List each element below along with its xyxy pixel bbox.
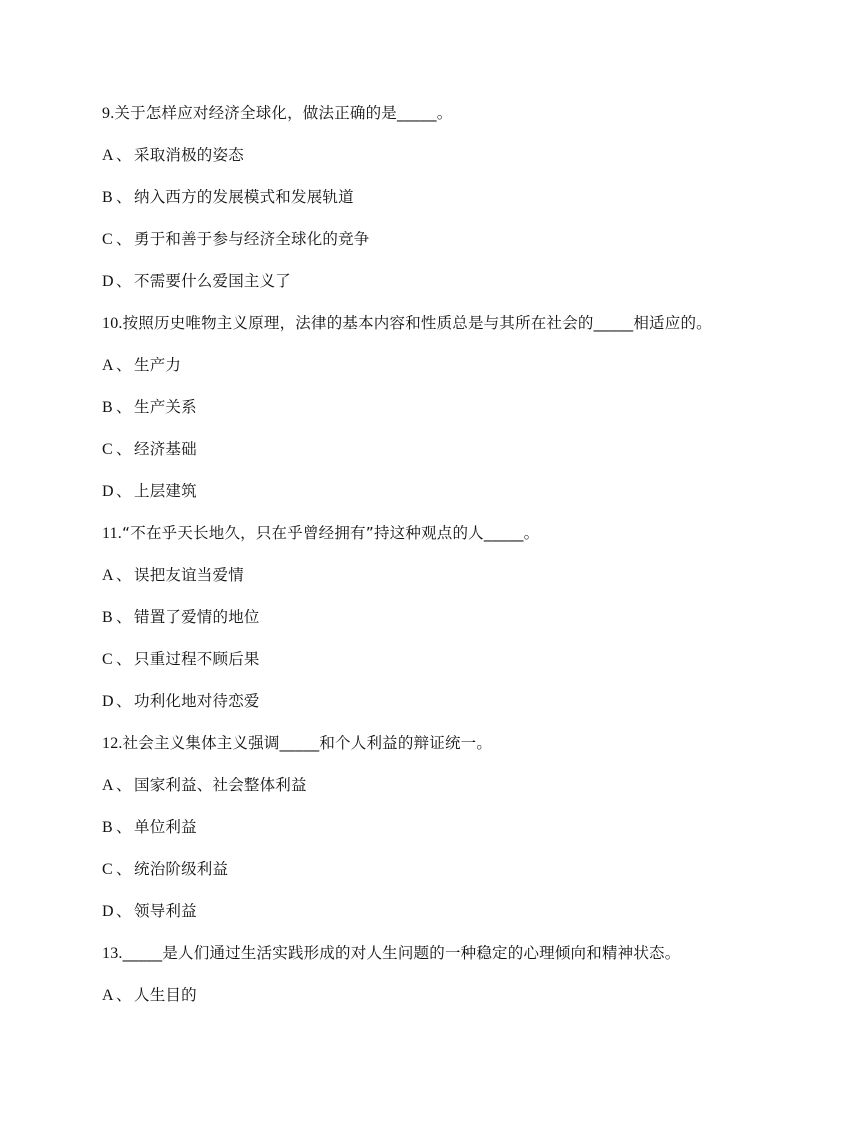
option-letter: C [102, 441, 113, 458]
option-text: 领导利益 [134, 902, 197, 920]
option-text: 统治阶级利益 [134, 860, 229, 878]
option-separator: 、 [116, 146, 132, 164]
question-text: _____是人们通过生活实践形成的对人生问题的一种稳定的心理倾向和精神状态。 [122, 944, 681, 962]
question-13-stem [102, 943, 680, 964]
question-number: 12. [102, 735, 123, 752]
question-12-stem [102, 733, 492, 754]
option-separator: 、 [116, 566, 132, 584]
question-text: 按照历史唯物主义原理，法律的基本内容和性质总是与其所在社会的_____相适应的。 [122, 314, 712, 332]
option-letter: D [102, 273, 114, 290]
option-separator: 、 [116, 230, 132, 248]
option-text: 经济基础 [134, 440, 197, 458]
option-text: 不需要什么爱国主义了 [134, 272, 292, 290]
option-letter: A [102, 357, 114, 374]
question-10-option-b [102, 397, 197, 418]
option-separator: 、 [116, 188, 132, 206]
option-separator: 、 [116, 692, 132, 710]
question-9-option-d [102, 271, 291, 292]
question-11-option-c [102, 649, 260, 670]
question-12-option-a [102, 775, 307, 796]
option-letter: B [102, 399, 113, 416]
option-text: 单位利益 [134, 818, 197, 836]
option-text: 勇于和善于参与经济全球化的竞争 [134, 230, 370, 248]
option-text: 生产关系 [134, 398, 197, 416]
question-13-option-a [102, 985, 197, 1006]
option-text: 误把友谊当爱情 [134, 566, 244, 584]
question-9-option-c [102, 229, 370, 250]
option-separator: 、 [116, 860, 132, 878]
option-letter: A [102, 147, 114, 164]
question-10-stem [102, 313, 712, 334]
option-separator: 、 [116, 398, 132, 416]
option-letter: C [102, 651, 113, 668]
option-text: 国家利益、社会整体利益 [134, 776, 307, 794]
option-letter: A [102, 987, 114, 1004]
option-separator: 、 [116, 440, 132, 458]
option-text: 只重过程不顾后果 [134, 650, 260, 668]
option-letter: A [102, 777, 114, 794]
question-10-option-c [102, 439, 197, 460]
option-separator: 、 [116, 482, 132, 500]
option-letter: B [102, 819, 113, 836]
option-letter: B [102, 189, 113, 206]
option-text: 错置了爱情的地位 [134, 608, 260, 626]
option-letter: A [102, 567, 114, 584]
question-12-option-c [102, 859, 228, 880]
question-11-option-b [102, 607, 260, 628]
option-letter: D [102, 693, 114, 710]
question-text: “不在乎天长地久，只在乎曾经拥有”持这种观点的人_____。 [122, 524, 540, 542]
question-text: 关于怎样应对经济全球化，做法正确的是_____。 [114, 104, 453, 122]
option-text: 上层建筑 [134, 482, 197, 500]
option-letter: C [102, 231, 113, 248]
question-11-option-a [102, 565, 244, 586]
question-9-option-b [102, 187, 354, 208]
option-separator: 、 [116, 272, 132, 290]
option-separator: 、 [116, 986, 132, 1004]
question-9-stem [102, 103, 452, 124]
option-separator: 、 [116, 356, 132, 374]
option-separator: 、 [116, 650, 132, 668]
question-11-option-d [102, 691, 260, 712]
option-text: 采取消极的姿态 [134, 146, 244, 164]
question-number: 10. [102, 315, 123, 332]
question-number: 9. [102, 105, 115, 122]
option-separator: 、 [116, 818, 132, 836]
option-text: 功利化地对待恋爱 [134, 692, 260, 710]
option-text: 生产力 [134, 356, 182, 374]
option-text: 人生目的 [134, 986, 197, 1004]
question-12-option-b [102, 817, 197, 838]
question-text: 社会主义集体主义强调_____和个人利益的辩证统一。 [122, 734, 493, 752]
option-letter: B [102, 609, 113, 626]
option-separator: 、 [116, 776, 132, 794]
question-11-stem [102, 523, 539, 544]
option-letter: C [102, 861, 113, 878]
question-10-option-a [102, 355, 181, 376]
question-number: 13. [102, 945, 123, 962]
option-letter: D [102, 903, 114, 920]
option-separator: 、 [116, 608, 132, 626]
option-separator: 、 [116, 902, 132, 920]
question-9-option-a [102, 145, 244, 166]
question-number: 11. [102, 525, 123, 542]
option-letter: D [102, 483, 114, 500]
question-12-option-d [102, 901, 197, 922]
option-text: 纳入西方的发展模式和发展轨道 [134, 188, 354, 206]
question-10-option-d [102, 481, 197, 502]
